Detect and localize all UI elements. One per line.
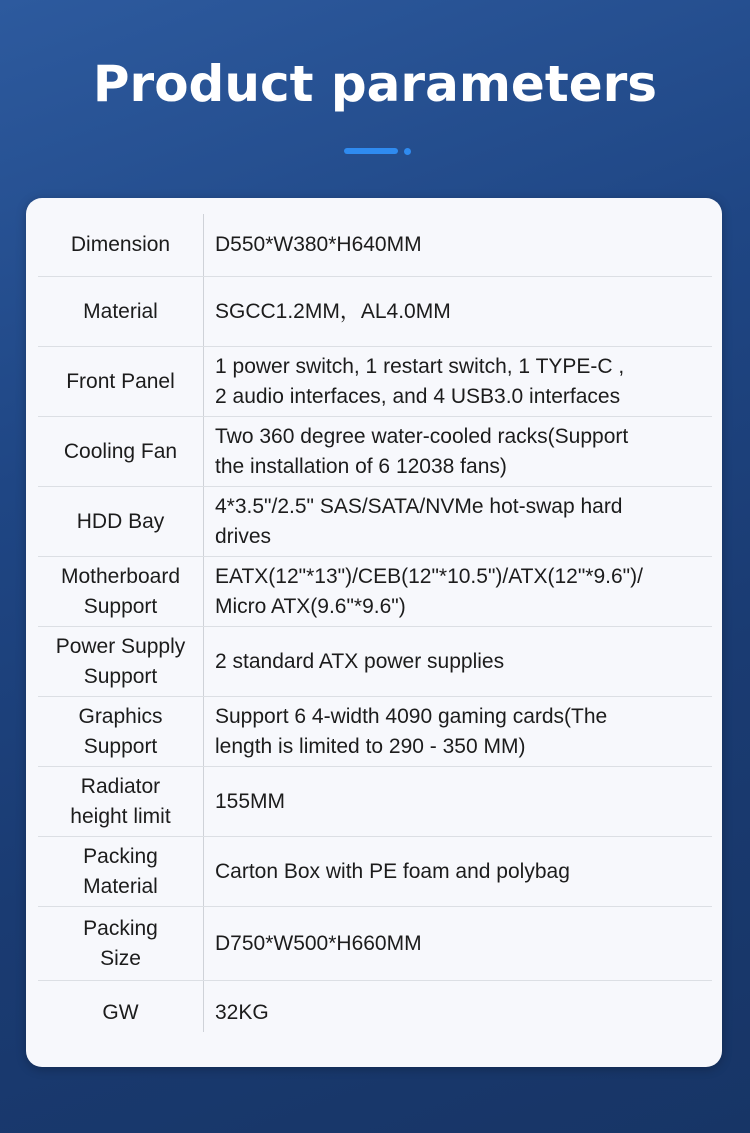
spec-value: Two 360 degree water-cooled racks(Support the installation of 6 12038 fans) <box>215 424 629 478</box>
spec-label: Packing Size <box>83 916 158 970</box>
spec-row-power-supply-support <box>38 627 712 697</box>
spec-row-radiator-height-limit <box>38 767 712 837</box>
spec-value: EATX(12"*13")/CEB(12"*10.5")/ATX(12"*9.6")/ Micro ATX(9.6"*9.6") <box>215 564 643 618</box>
spec-value: Carton Box with PE foam and polybag <box>215 859 570 883</box>
spec-row-packing-material <box>38 837 712 907</box>
spec-label: Front Panel <box>66 369 175 393</box>
spec-row-cooling-fan <box>38 417 712 487</box>
spec-label: Packing Material <box>83 844 158 898</box>
spec-value: 2 standard ATX power supplies <box>215 649 505 673</box>
spec-row-graphics-support <box>38 697 712 767</box>
spec-value: 1 power switch, 1 restart switch, 1 TYPE-C , 2 audio interfaces, and 4 USB3.0 interfaces <box>215 354 625 408</box>
spec-label: Power Supply Support <box>55 634 186 688</box>
spec-label: Radiator height limit <box>70 774 171 828</box>
spec-row-hdd-bay <box>38 487 712 557</box>
spec-label: HDD Bay <box>76 509 165 533</box>
spec-value: 155MM <box>215 789 286 813</box>
spec-label: Material <box>83 299 158 323</box>
spec-row-front-panel <box>38 347 712 417</box>
page-title: Product parameters <box>92 55 658 113</box>
spec-label: Cooling Fan <box>63 439 178 463</box>
spec-label: Graphics Support <box>78 704 163 758</box>
spec-row-dimension <box>38 214 712 277</box>
title-dot <box>404 148 411 155</box>
spec-value: D550*W380*H640MM <box>215 233 422 256</box>
spec-label: Motherboard Support <box>60 564 181 618</box>
spec-row-motherboard-support <box>38 557 712 627</box>
title-underline <box>344 148 398 154</box>
spec-row-packing-size <box>38 907 712 981</box>
spec-value: 32KG <box>215 1001 269 1024</box>
spec-label: GW <box>102 1001 139 1024</box>
spec-value: D750*W500*H660MM <box>215 931 422 955</box>
spec-value: Support 6 4-width 4090 gaming cards(The length is limited to 290 - 350 MM) <box>215 704 608 758</box>
spec-row-material <box>38 277 712 347</box>
spec-value: 4*3.5"/2.5" SAS/SATA/NVMe hot-swap hard drives <box>215 494 623 548</box>
spec-value: SGCC1.2MM，AL4.0MM <box>215 299 451 323</box>
spec-label: Dimension <box>70 233 171 256</box>
spec-row-gw <box>38 981 712 1045</box>
